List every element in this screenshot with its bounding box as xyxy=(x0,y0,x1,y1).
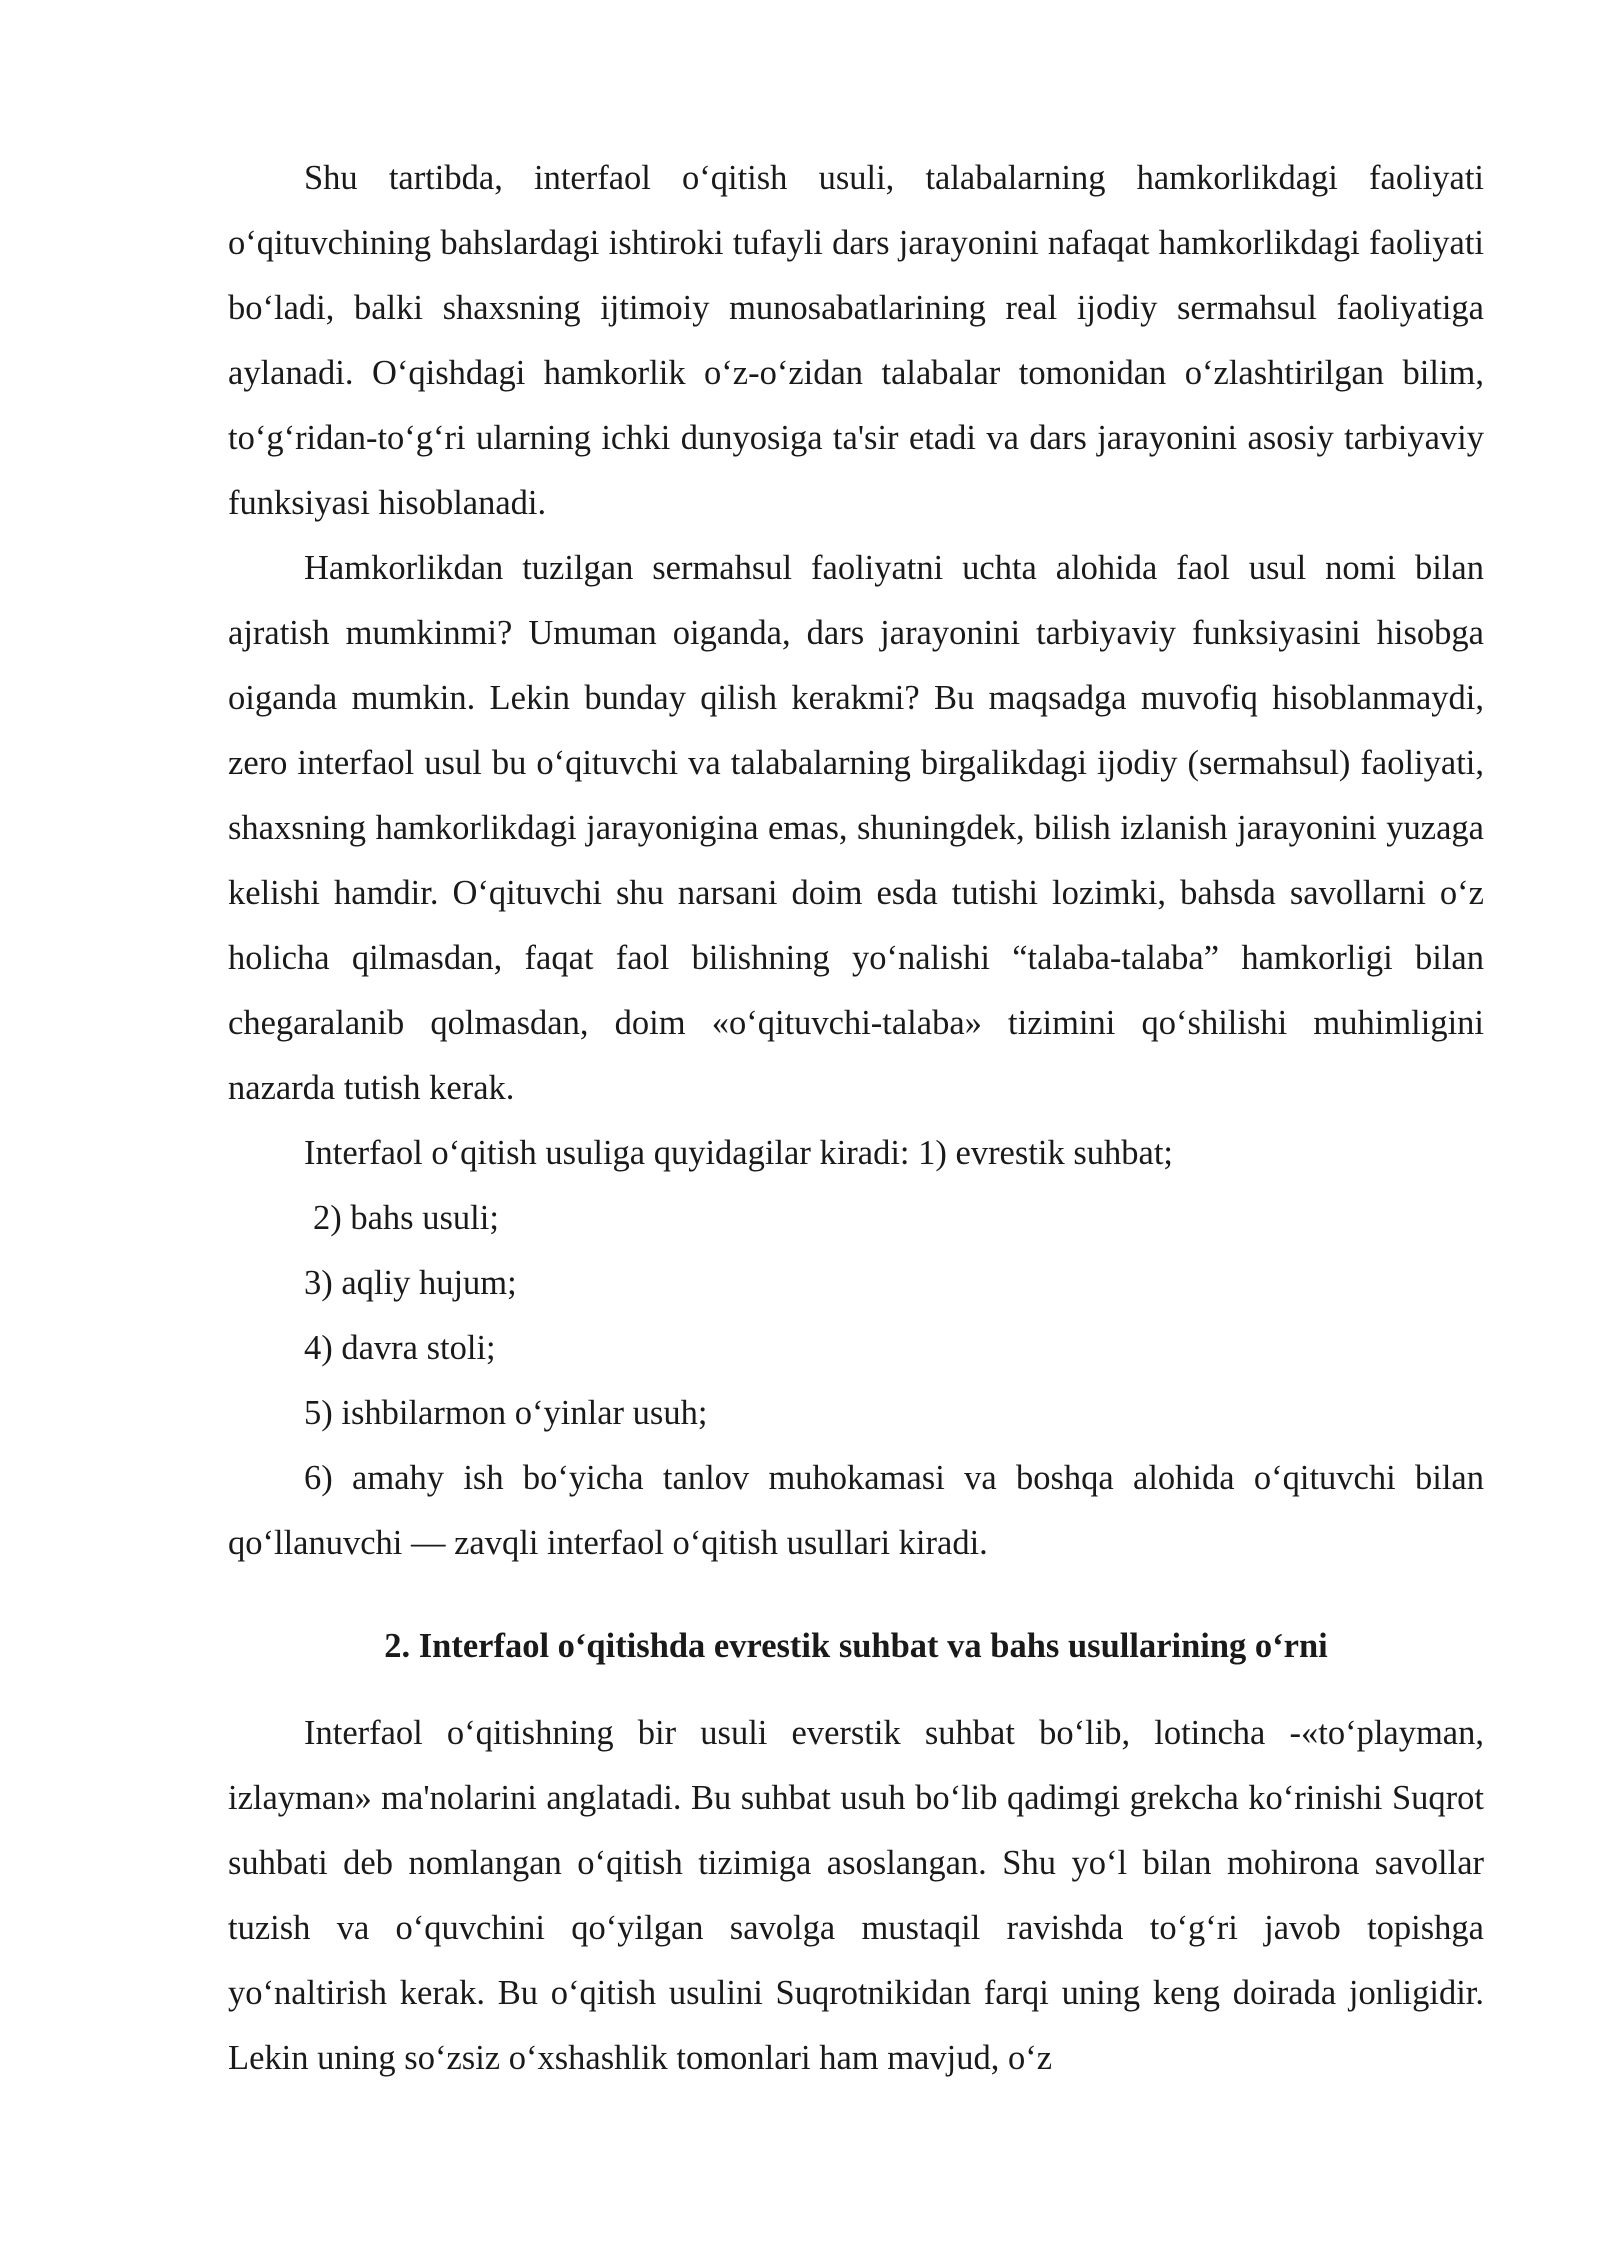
body-paragraph: Shu tartibda, interfaol o‘qitish usuli, talabalarning hamkorlikdagi faoliyati o‘qituvchining bahslardagi ishtiroki tufayli dars jarayonini nafaqat hamkorlikdagi faoliyati bo‘ladi, balki shaxsning ijtimoiy munosabatlarining real ijodiy sermahsul faoliyatiga aylanadi. O‘qishdagi hamkorlik o‘z-o‘zidan talabalar tomonidan o‘zlashtirilgan bilim, to‘g‘ridan-to‘g‘ri ularning ichki dunyosiga ta'sir etadi va dars jarayonini asosiy tarbiyaviy funksiyasi hisoblanadi. xyxy=(228,159,1484,522)
document-page xyxy=(228,146,1484,2091)
list-item: 2) bahs usuli; xyxy=(313,1199,499,1237)
list-item: 5) ishbilarmon o‘yinlar usuh; xyxy=(304,1394,708,1432)
body-paragraph: Hamkorlikdan tuzilgan sermahsul faoliyatni uchta alohida faol usul nomi bilan ajratish mumkinmi? Umuman oiganda, dars jarayonini tarbiyaviy funksiyasini hisobga oiganda mumkin. Lekin bunday qilish kerakmi? Bu maqsadga muvofiq hisoblanmaydi, zero interfaol usul bu o‘qituvchi va talabalarning birgalikdagi ijodiy (sermahsul) faoliyati, shaxsning hamkorlikdagi jarayonigina emas, shuningdek, bilish izlanish jarayonini yuzaga kelishi hamdir. O‘qituvchi shu narsani doim esda tutishi lozimki, bahsda savollarni o‘z holicha qilmasdan, faqat faol bilishning yo‘nalishi “talaba-talaba” hamkorligi bilan chegaralanib qolmasdan, doim «o‘qituvchi-talaba» tizimini qo‘shilishi muhimligini nazarda tutish kerak. xyxy=(228,549,1484,1107)
list-item: 3) aqliy hujum; xyxy=(304,1264,517,1302)
body-paragraph: Interfaol o‘qitishning bir usuli everstik suhbat bo‘lib, lotincha -«to‘playman, izlayman» ma'nolarini anglatadi. Bu suhbat usuh bo‘lib qadimgi grekcha ko‘rinishi Suqrot suhbati deb nomlangan o‘qitish tizimiga asoslangan. Shu yo‘l bilan mohirona savollar tuzish va o‘quvchini qo‘yilgan savolga mustaqil ravishda to‘g‘ri javob topishga yo‘naltirish kerak. Bu o‘qitish usulini Suqrotnikidan farqi uning keng doirada jonligidir. Lekin uning so‘zsiz o‘xshashlik tomonlari ham mavjud, o‘z xyxy=(228,1714,1484,2077)
section-heading: 2. Interfaol o‘qitishda evrestik suhbat va bahs usullarining o‘rni xyxy=(384,1627,1328,1665)
list-item: 6) amahy ish bo‘yicha tanlov muhokamasi va boshqa alohida o‘qituvchi bilan qo‘llanuvchi — zavqli interfaol o‘qitish usullari kiradi. xyxy=(228,1459,1484,1562)
list-intro: Interfaol o‘qitish usuliga quyidagilar kiradi: 1) evrestik suhbat; xyxy=(304,1134,1174,1172)
methods-list xyxy=(228,1121,1484,1576)
list-item: 4) davra stoli; xyxy=(304,1329,496,1367)
